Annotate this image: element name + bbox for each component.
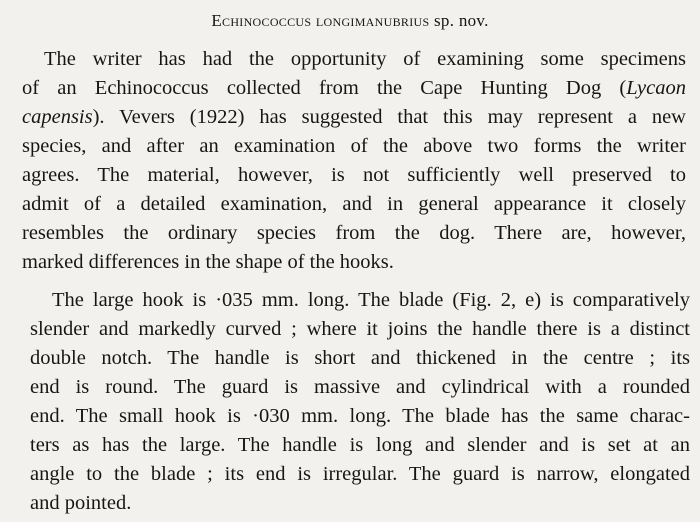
paragraph1-line8: marked differences in the shape of the hooks. [22, 251, 394, 273]
heading-species: longimanubrius [315, 11, 430, 30]
species-name-capensis: capensis [22, 106, 93, 128]
paragraph2-line6: ters as has the large. The handle is long and slender and is set at an [30, 434, 690, 456]
paragraph1-line5: agrees. The material, however, is not sufficiently well preserved to [22, 164, 686, 186]
paragraph2-line3: double notch. The handle is short and thickened in the centre ; its [30, 347, 690, 369]
paragraph1-line7: resembles the ordinary species from the dog. There are, however, [22, 222, 686, 244]
heading-suffix: sp. nov. [434, 11, 489, 30]
species-name-lycaon: Lycaon [626, 77, 686, 99]
paragraph1-line2 [22, 76, 686, 102]
paragraph2-line5: end. The small hook is ·030 mm. long. The blade has the same charac- [30, 405, 690, 427]
paragraph1-line4: species, and after an examination of the above two forms the writer [22, 135, 686, 157]
paragraph1-line2-text: of an Echinococcus collected from the Cape Hunting Dog ( [22, 77, 627, 99]
paragraph2-line2: slender and markedly curved ; where it joins the handle there is a distinct [30, 318, 690, 340]
paragraph2-line7: angle to the blade ; its end is irregular. The guard is narrow, elongated [30, 463, 690, 485]
paragraph2-line4: end is round. The guard is massive and cylindrical with a rounded [30, 376, 690, 398]
paragraph1-line6: admit of a detailed examination, and in general appearance it closely [22, 193, 686, 215]
paragraph1-line3-rest: ). Vevers (1922) has suggested that this may represent a new [92, 106, 686, 128]
paragraph1-line1: The writer has had the opportunity of examining some specimens [44, 48, 686, 70]
heading-genus: Echinococcus [211, 11, 312, 30]
paragraph1-line3 [22, 105, 686, 131]
paragraph2-line8: and pointed. [30, 492, 132, 514]
paragraph2-line1: The large hook is ·035 mm. long. The blade (Fig. 2, e) is comparatively [52, 289, 690, 311]
section-heading [0, 11, 700, 31]
